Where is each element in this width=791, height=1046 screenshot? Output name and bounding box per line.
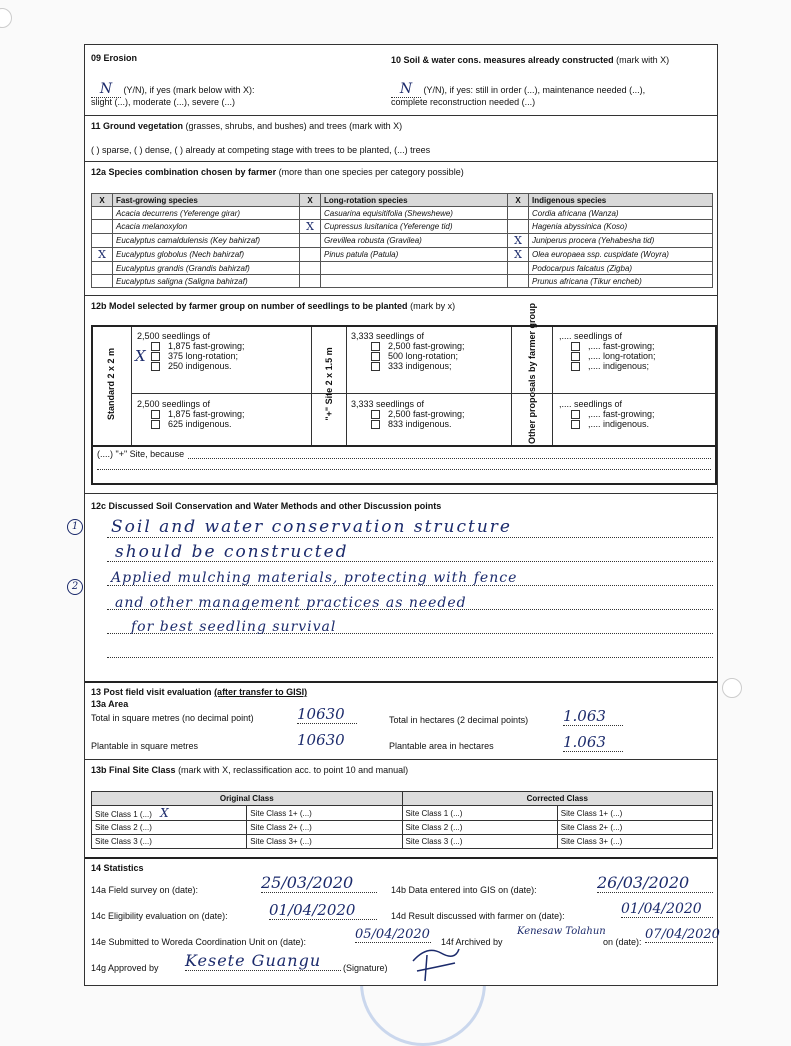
section-12a-title-suffix: (more than one species per category possible) (278, 167, 464, 177)
std-top-item: 250 indigenous. (168, 361, 232, 372)
std-top-block (137, 331, 245, 371)
long-mark-cell[interactable] (300, 234, 321, 248)
class-mark: X (160, 806, 169, 820)
checkbox[interactable] (571, 362, 580, 371)
species-row (92, 275, 713, 288)
other-top-block (559, 331, 656, 371)
class-cell[interactable]: Site Class 3+ (...) (557, 835, 712, 849)
species-col-fast: Fast-growing species (113, 194, 300, 207)
site-top-item: 2,500 fast-growing; (388, 341, 465, 351)
section-12c-title: 12c Discussed Soil Conservation and Water Methods and other Discussion points (91, 501, 442, 511)
species-col-x: X (92, 194, 113, 207)
checkbox[interactable] (371, 342, 380, 351)
long-species-cell: Pinus patula (Patula) (321, 248, 508, 262)
plant-ha-value[interactable]: 1.063 (563, 733, 623, 752)
gis-entry-label: 14b Data entered into GIS on (date): (391, 885, 537, 895)
note-line-4: and other management practices as needed (115, 595, 467, 611)
fast-species-cell: Eucalyptus globolus (Nech bahirzaf) (113, 248, 300, 262)
section-12a-title-text: 12a Species combination chosen by farmer (91, 167, 277, 177)
checkbox[interactable] (371, 362, 380, 371)
checkbox[interactable] (571, 342, 580, 351)
section-12b-title-text: 12b Model selected by farmer group on number of seedlings to be planted (91, 301, 408, 311)
site-because-box (91, 443, 717, 485)
other-bot-head: ,.... seedlings of (559, 399, 623, 409)
indig-mark-cell[interactable] (508, 275, 529, 288)
site-label: "+" Site 2 x 1.5 m (324, 347, 334, 421)
other-bot-item: ,.... fast-growing; (588, 409, 655, 419)
section-12b-title (91, 301, 455, 311)
class-cell[interactable]: Site Class 2 (...) (402, 821, 557, 835)
class-cell[interactable]: Site Class 1+ (...) (557, 806, 712, 821)
section-10-title-suffix: (mark with X) (616, 55, 670, 65)
note-line-1: Soil and water conservation structure (111, 517, 512, 537)
section-14-title: 14 Statistics (91, 863, 144, 873)
section-11-title (91, 121, 402, 131)
species-row (92, 220, 713, 234)
species-row (92, 234, 713, 248)
long-mark-cell[interactable] (300, 207, 321, 220)
soil-cons-question: (Y/N), if yes: still in order (...), maintenance needed (...), (423, 85, 646, 95)
std-bot-head: 2,500 seedlings of (137, 399, 211, 409)
submitted-date[interactable]: 05/04/2020 (355, 927, 430, 942)
fast-mark-cell[interactable] (92, 275, 113, 288)
checkbox[interactable] (151, 362, 160, 371)
class-cell[interactable]: Site Class 3 (...) (92, 835, 247, 849)
long-species-cell: Casuarina equisitifolia (Shewshewe) (321, 207, 508, 220)
checkbox[interactable] (151, 342, 160, 351)
site-top-block (351, 331, 465, 371)
std-top-item: 375 long-rotation; (168, 351, 239, 362)
long-mark-cell[interactable] (300, 262, 321, 275)
note-line-5: for best seedling survival (131, 619, 337, 635)
species-col-long: Long-rotation species (321, 194, 508, 207)
erosion-severity: slight (...), moderate (...), severe (...) (91, 97, 236, 107)
note-bullet-2: 2 (67, 579, 83, 595)
original-class-header: Original Class (92, 792, 403, 806)
section-13-title (91, 687, 307, 697)
soil-cons-answer[interactable]: N (391, 81, 421, 98)
soil-cons-line-1 (391, 81, 645, 98)
ha-label: Total in hectares (2 decimal points) (389, 715, 529, 725)
section-12b-title-suffix: (mark by x) (410, 301, 456, 311)
site-because-label: (....) "+" Site, because (97, 449, 185, 459)
sqm-label: Total in square metres (no decimal point) (91, 713, 254, 723)
other-top-item: ,.... indigenous; (588, 361, 650, 372)
checkbox[interactable] (571, 410, 580, 419)
indig-species-cell: Hagenia abyssinica (Koso) (529, 220, 713, 234)
checkbox[interactable] (571, 352, 580, 361)
erosion-question: (Y/N), if yes (mark below with X): (123, 85, 255, 95)
checkbox[interactable] (371, 352, 380, 361)
indig-mark-cell[interactable] (508, 262, 529, 275)
standard-label: Standard 2 x 2 m (106, 347, 116, 421)
other-label: Other proposals by farmer group (527, 302, 537, 444)
fast-mark-cell[interactable] (92, 220, 113, 234)
site-top-item: 500 long-rotation; (388, 351, 459, 362)
indig-species-cell: Juniperus procera (Yehabesha tid) (529, 234, 713, 248)
class-cell[interactable] (92, 806, 247, 821)
indig-species-cell: Prunus africana (Tikur encheb) (529, 275, 713, 288)
fast-species-cell: Eucalyptus saligna (Saligna bahirzaf) (113, 275, 300, 288)
archived-by-name[interactable]: Kenesaw Tolahun (517, 926, 606, 937)
site-class-row (92, 806, 713, 821)
species-row (92, 207, 713, 220)
fast-species-cell: Eucalyptus camaldulensis (Key bahirzaf) (113, 234, 300, 248)
species-col-x: X (508, 194, 529, 207)
site-bot-item: 2,500 fast-growing; (388, 409, 465, 419)
site-label-cell (311, 327, 347, 445)
erosion-answer[interactable]: N (91, 81, 121, 98)
long-species-cell (321, 275, 508, 288)
plant-sqm-value[interactable]: 10630 (297, 731, 345, 749)
fast-mark-cell[interactable] (92, 234, 113, 248)
standard-label-cell (93, 327, 132, 445)
species-col-indigenous: Indigenous species (529, 194, 713, 207)
signature-scribble (407, 941, 467, 985)
class-cell[interactable]: Site Class 3+ (...) (247, 835, 402, 849)
std-bot-item: 625 indigenous. (168, 419, 232, 430)
site-top-head: 3,333 seedlings of (351, 331, 425, 341)
section-09-title: 09 Erosion (91, 53, 138, 63)
long-species-cell: Grevillea robusta (Gravilea) (321, 234, 508, 248)
indig-mark-cell[interactable] (508, 207, 529, 220)
std-top-head: 2,500 seedlings of (137, 331, 211, 341)
indig-mark-cell[interactable]: X (508, 234, 529, 248)
ha-value[interactable]: 1.063 (563, 707, 623, 726)
other-top-item: ,.... fast-growing; (588, 341, 655, 351)
section-13b-title-suffix: (mark with X, reclassification acc. to point 10 and manual) (178, 765, 409, 775)
long-species-cell (321, 262, 508, 275)
other-bot-item: ,.... indigenous. (588, 419, 650, 430)
species-row (92, 262, 713, 275)
approved-by-name[interactable]: Kesete Guangu (185, 951, 341, 971)
site-class-table (91, 791, 713, 849)
checkbox[interactable] (151, 420, 160, 429)
section-13-title-text: 13 Post field visit evaluation (91, 687, 212, 697)
section-13b-title-text: 13b Final Site Class (91, 765, 176, 775)
site-bot-head: 3,333 seedlings of (351, 399, 425, 409)
std-bot-item: 1,875 fast-growing; (168, 409, 245, 419)
class-cell[interactable]: Site Class 1 (...) (402, 806, 557, 821)
other-label-cell (511, 302, 553, 445)
section-13a-title: 13a Area (91, 699, 129, 709)
soil-cons-options: complete reconstruction needed (...) (391, 97, 536, 107)
note-bullet-1: 1 (67, 519, 83, 535)
note-line-2: should be constructed (115, 542, 349, 562)
indig-species-cell: Olea europaea ssp. cuspidate (Woyra) (529, 248, 713, 262)
indig-species-cell: Cordia africana (Wanza) (529, 207, 713, 220)
approved-label: 14g Approved by (91, 963, 159, 973)
site-class-row (92, 835, 713, 849)
signature-label: (Signature) (343, 963, 388, 973)
checkbox[interactable] (371, 410, 380, 419)
note-line-3: Applied mulching materials, protecting with fence (111, 570, 518, 586)
punch-hole (722, 678, 742, 698)
erosion-line-1 (91, 81, 255, 98)
long-mark-cell[interactable]: X (300, 220, 321, 234)
section-12a-title (91, 167, 464, 177)
section-13-title-link: (after transfer to GISI) (214, 687, 308, 697)
site-because-row (93, 443, 715, 459)
checkbox[interactable] (371, 420, 380, 429)
field-survey-date[interactable]: 25/03/2020 (261, 873, 377, 893)
fast-species-cell: Eucalyptus grandis (Grandis bahirzaf) (113, 262, 300, 275)
indig-mark-cell[interactable]: X (508, 248, 529, 262)
eligibility-label: 14c Eligibility evaluation on (date): (91, 911, 228, 921)
punch-hole (0, 8, 12, 28)
class-cell[interactable]: Site Class 3 (...) (402, 835, 557, 849)
section-10-title (391, 55, 669, 65)
other-top-item: ,.... long-rotation; (588, 351, 656, 362)
checkbox[interactable] (151, 410, 160, 419)
fast-species-cell: Acacia melanoxylon (113, 220, 300, 234)
long-species-cell: Cupressus lusitanica (Yeferenge tid) (321, 220, 508, 234)
class-cell-label: Site Class 1 (...) (95, 810, 152, 819)
other-bot-block (559, 399, 655, 429)
class-cell[interactable]: Site Class 1+ (...) (247, 806, 402, 821)
long-mark-cell[interactable] (300, 248, 321, 262)
field-survey-label: 14a Field survey on (date): (91, 885, 199, 895)
section-11-title-suffix: (grasses, shrubs, and bushes) and trees (mark with X) (185, 121, 403, 131)
discussion-notes (71, 515, 713, 675)
gis-entry-date[interactable]: 26/03/2020 (597, 873, 713, 893)
std-top-item: 1,875 fast-growing; (168, 341, 245, 351)
plant-ha-label: Plantable area in hectares (389, 741, 494, 751)
site-bot-item: 833 indigenous. (388, 419, 452, 430)
fast-species-cell: Acacia decurrens (Yeferenge girar) (113, 207, 300, 220)
other-top-head: ,.... seedlings of (559, 331, 623, 341)
section-11-title-text: 11 Ground vegetation (91, 121, 184, 131)
archived-label: 14f Archived by (441, 937, 503, 947)
class-cell[interactable]: Site Class 2 (...) (92, 821, 247, 835)
site-because-field[interactable] (188, 449, 711, 459)
plant-sqm-label: Plantable in square metres (91, 741, 199, 751)
corrected-class-header: Corrected Class (402, 792, 713, 806)
vegetation-options: ( ) sparse, ( ) dense, ( ) already at competing stage with trees to be planted, (...) trees (91, 145, 431, 155)
result-discussed-label: 14d Result discussed with farmer on (date): (391, 911, 565, 921)
class-cell[interactable]: Site Class 2+ (...) (557, 821, 712, 835)
species-row (92, 248, 713, 262)
archived-date[interactable]: 07/04/2020 (645, 927, 720, 942)
archived-on-label: on (date): (603, 937, 642, 947)
std-bot-block (137, 399, 245, 429)
class-cell[interactable]: Site Class 2+ (...) (247, 821, 402, 835)
form-page (71, 44, 720, 986)
result-discussed-date[interactable]: 01/04/2020 (621, 901, 713, 918)
site-top-item: 333 indigenous; (388, 361, 452, 372)
checkbox[interactable] (571, 420, 580, 429)
indig-mark-cell[interactable] (508, 220, 529, 234)
species-table (91, 193, 713, 288)
indig-species-cell: Podocarpus falcatus (Zigba) (529, 262, 713, 275)
site-class-row (92, 821, 713, 835)
eligibility-date[interactable]: 01/04/2020 (269, 901, 377, 920)
fast-mark-cell[interactable] (92, 262, 113, 275)
fast-mark-cell[interactable] (92, 207, 113, 220)
section-13b-title (91, 765, 408, 775)
checkbox[interactable] (151, 352, 160, 361)
std-top-mark: X (135, 347, 146, 366)
species-col-x: X (300, 194, 321, 207)
fast-mark-cell[interactable]: X (92, 248, 113, 262)
submitted-label: 14e Submitted to Woreda Coordination Unit on (date): (91, 937, 306, 947)
site-bot-block (351, 399, 465, 429)
section-10-title-text: 10 Soil & water cons. measures already constructed (391, 55, 614, 65)
sqm-value[interactable]: 10630 (297, 705, 357, 724)
long-mark-cell[interactable] (300, 275, 321, 288)
